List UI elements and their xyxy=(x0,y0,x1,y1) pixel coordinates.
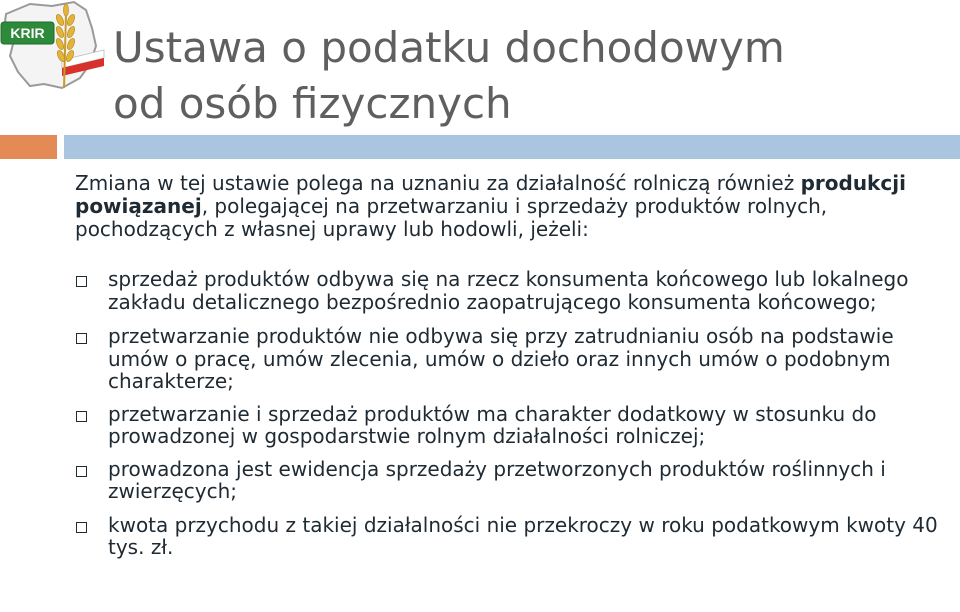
list-item xyxy=(75,403,950,448)
list-item-text: przetwarzanie produktów nie odbywa się przy zatrudnianiu osób na podstawie umów o pracę, umów zlecenia, umów o dzieło oraz innych umów o podobnym charakterze; xyxy=(108,324,894,393)
list-item-text: kwota przychodu z takiej działalności nie przekroczy w roku podatkowym kwoty 40 tys. zł. xyxy=(108,512,938,559)
slide-title-line-2: od osób fizycznych xyxy=(113,79,512,128)
intro-bold-term: produkcji powiązanej xyxy=(75,171,906,218)
list-item-text: prowadzona jest ewidencja sprzedaży przetworzonych produktów roślinnych i zwierzęcych; xyxy=(108,456,886,503)
list-item xyxy=(75,514,950,559)
list-item xyxy=(75,458,950,503)
intro-paragraph xyxy=(75,172,945,241)
accent-bar-orange xyxy=(0,135,57,159)
accent-bar-blue xyxy=(64,135,960,159)
list-item-text: przetwarzanie i sprzedaż produktów ma charakter dodatkowy w stosunku do prowadzonej w gospodarstwie rolnym działalności rolniczej; xyxy=(108,401,877,448)
square-bullet-icon xyxy=(76,411,87,422)
slide-title xyxy=(113,20,943,132)
list-item-text: sprzedaż produktów odbywa się na rzecz konsumenta końcowego lub lokalnego zakładu detalicznego bezpośrednio zaopatrującego konsumenta końcowego; xyxy=(108,267,909,314)
conditions-list xyxy=(75,268,950,559)
list-item xyxy=(75,268,950,313)
krir-logo xyxy=(0,0,108,98)
slide-title-line-1: Ustawa o podatku dochodowym xyxy=(113,23,785,72)
intro-text-before: Zmiana w tej ustawie polega na uznaniu za działalność rolniczą również xyxy=(75,171,801,195)
list-item xyxy=(75,325,950,393)
square-bullet-icon xyxy=(76,276,87,287)
intro-text-after: , polegającej na przetwarzaniu i sprzedaży produktów rolnych, pochodzących z własnej uprawy lub hodowli, jeżeli: xyxy=(75,194,828,241)
krir-logo-graphic xyxy=(0,0,108,98)
square-bullet-icon xyxy=(76,333,87,344)
square-bullet-icon xyxy=(76,522,87,533)
square-bullet-icon xyxy=(76,466,87,477)
logo-text: KRIR xyxy=(10,25,45,41)
